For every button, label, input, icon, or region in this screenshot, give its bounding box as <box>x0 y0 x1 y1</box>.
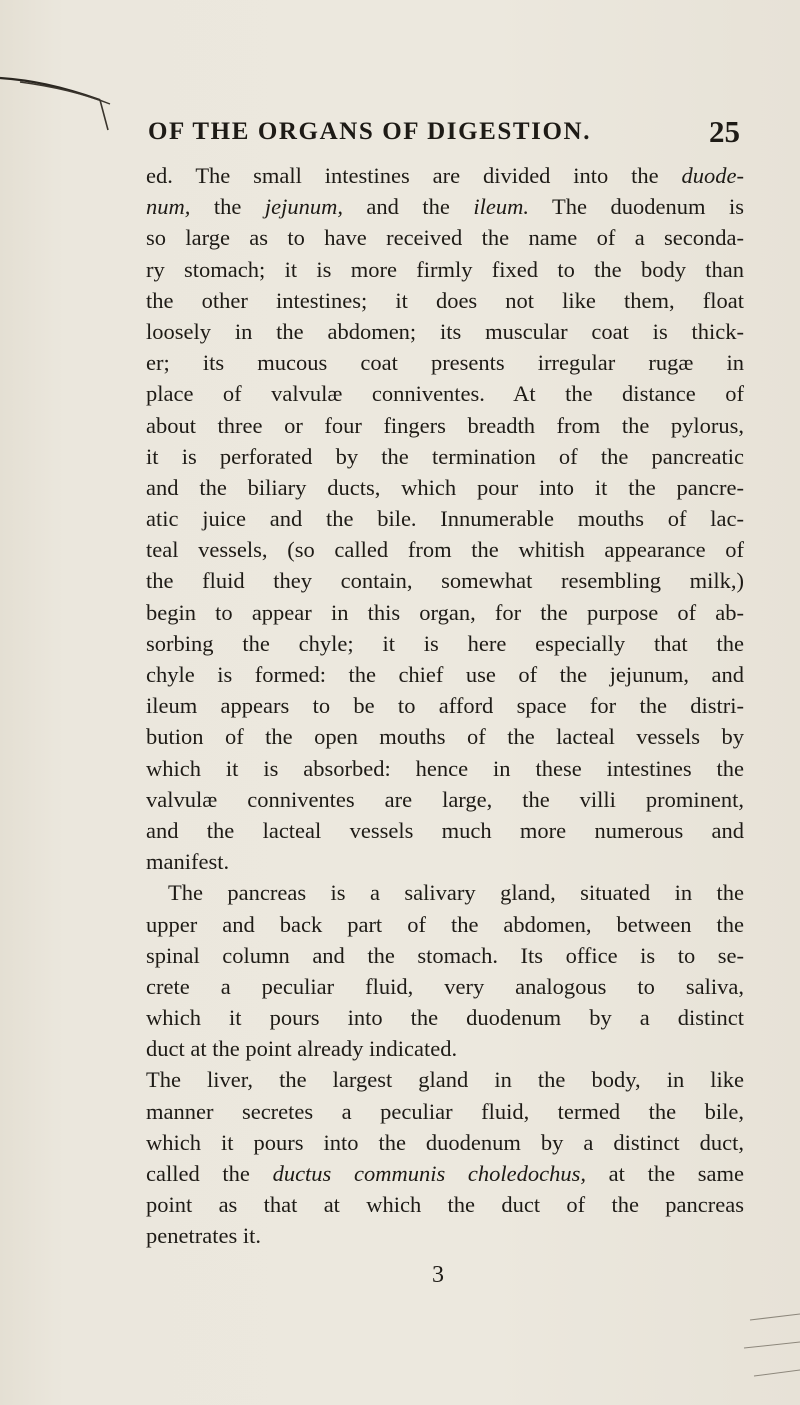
page-header <box>148 114 740 154</box>
page-edge-lines <box>730 1290 800 1405</box>
text-line: atic juice and the bile. Innumerable mouths of lac- <box>146 506 744 532</box>
italic-term: num, <box>146 194 191 220</box>
text-line: ed. The small intestines are divided into the duode- <box>146 163 744 188</box>
text-line: The pancreas is a salivary gland, situated in the <box>168 880 744 906</box>
text-line: valvulæ conniventes are large, the villi prominent, <box>146 786 744 812</box>
text-line: and the biliary ducts, which pour into it the pancre- <box>146 474 744 500</box>
signature-mark: 3 <box>432 1262 444 1288</box>
paragraph-liver <box>146 1064 744 1251</box>
text-line: the fluid they contain, somewhat resembling milk,) <box>146 568 744 594</box>
text-line: begin to appear in this organ, for the purpose of ab- <box>146 599 744 625</box>
text-line: spinal column and the stomach. Its office is to se- <box>146 942 744 968</box>
text-line: which it is absorbed: hence in these intestines the <box>146 755 744 781</box>
text-line: it is perforated by the termination of the pancreatic <box>146 443 744 469</box>
text-line: which it pours into the duodenum by a distinct duct, <box>146 1129 744 1155</box>
text-line: loosely in the abdomen; its muscular coat is thick- <box>146 318 744 344</box>
text-line: duct at the point already indicated. <box>146 1036 458 1062</box>
text-line: place of valvulæ conniventes. At the distance of <box>146 381 744 407</box>
text-line: penetrates it. <box>146 1223 261 1249</box>
text-line: teal vessels, (so called from the whitish appearance of <box>146 537 744 563</box>
text-line: manner secretes a peculiar fluid, termed the bile, <box>146 1098 744 1124</box>
text-line: point as that at which the duct of the pancreas <box>146 1192 744 1218</box>
text-line: upper and back part of the abdomen, between the <box>146 911 744 937</box>
text-line: manifest. <box>146 849 230 875</box>
text-line: The liver, the largest gland in the body, in like <box>146 1067 744 1093</box>
text-line: chyle is formed: the chief use of the jejunum, and <box>146 662 744 687</box>
running-head: OF THE ORGANS OF DIGESTION. <box>148 118 592 145</box>
paragraph-pancreas <box>146 877 744 1064</box>
body-text <box>146 160 744 1252</box>
italic-term: jejunum, <box>264 194 343 220</box>
text-line: ileum appears to be to afford space for the distri- <box>146 693 744 719</box>
paragraph-duodenum <box>146 160 744 877</box>
text-line: crete a peculiar fluid, very analogous to saliva, <box>146 973 744 999</box>
text-line: about three or four fingers breadth from the pylorus, <box>146 412 744 438</box>
page-corner-crease-mark <box>0 60 130 140</box>
italic-term: duode- <box>681 163 744 188</box>
text-line: er; its mucous coat presents irregular rugæ in <box>146 350 744 376</box>
italic-term: ileum. <box>473 194 529 220</box>
text-line: so large as to have received the name of a seconda- <box>146 225 744 251</box>
text-line: bution of the open mouths of the lacteal vessels by <box>146 724 744 750</box>
text-line: the other intestines; it does not like them, float <box>146 287 744 313</box>
text-line: which it pours into the duodenum by a distinct <box>146 1005 744 1031</box>
text-line: and the lacteal vessels much more numerous and <box>146 817 744 843</box>
page-number: 25 <box>709 114 740 149</box>
text-line: sorbing the chyle; it is here especially that the <box>146 630 744 656</box>
italic-term: ductus communis choledochus, <box>272 1161 586 1186</box>
text-line: ry stomach; it is more firmly fixed to the body than <box>146 256 744 282</box>
text-line: called the ductus communis choledochus, at the same <box>146 1161 744 1186</box>
text-line: num, the jejunum, and the ileum. The duodenum is <box>146 194 744 220</box>
